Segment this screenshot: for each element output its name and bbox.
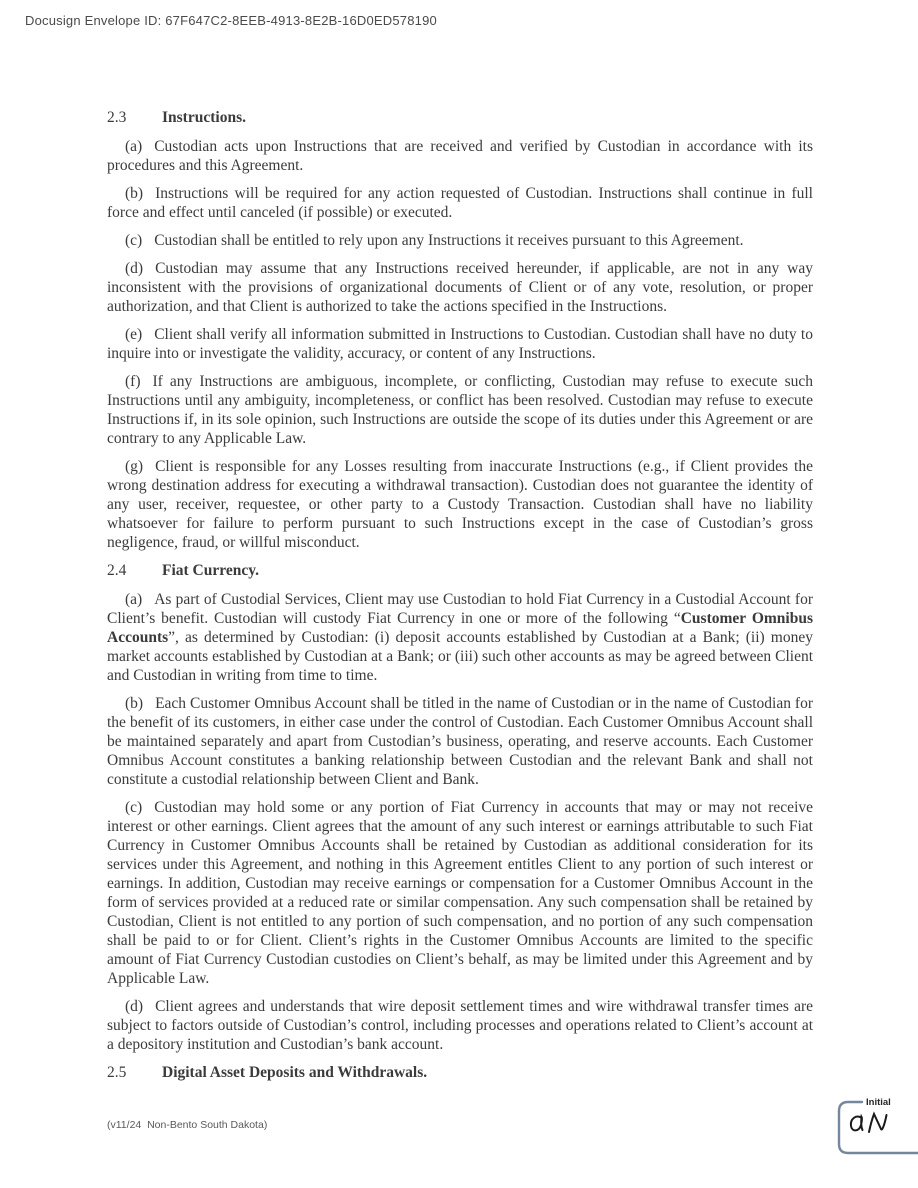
section-heading <box>107 561 813 580</box>
paragraph-label: (b) <box>125 695 144 712</box>
paragraph <box>107 798 813 988</box>
paragraph <box>107 457 813 552</box>
initial-tab-label: Initial <box>866 1097 891 1108</box>
paragraph <box>107 372 813 448</box>
section <box>107 1063 813 1082</box>
paragraph <box>107 137 813 175</box>
paragraph-label: (a) <box>125 138 143 155</box>
paragraph-text: Custodian shall be entitled to rely upon any Instructions it receives pursuant to this Agreement. <box>154 232 744 249</box>
section-number: 2.3 <box>107 109 127 126</box>
section <box>107 108 813 552</box>
paragraph-text: If any Instructions are ambiguous, incomplete, or conflicting, Custodian may refuse to execute such Instructions until any ambiguity, incompleteness, or conflict has been resolved. Custodian may refuse to execute Instructions if, in its sole opinion, such Instructions are outside the scope of its duties under this Agreement or are contrary to any Applicable Law. <box>107 373 813 447</box>
paragraph-text: Client shall verify all information submitted in Instructions to Custodian. Custodian shall have no duty to inquire into or investigate the validity, accuracy, or content of any Instructions. <box>107 326 813 362</box>
section <box>107 561 813 1054</box>
paragraph <box>107 184 813 222</box>
paragraph <box>107 694 813 789</box>
paragraph <box>107 997 813 1054</box>
paragraph-label: (a) <box>125 591 143 608</box>
section-heading <box>107 108 813 127</box>
section-title: Digital Asset Deposits and Withdrawals. <box>162 1064 428 1081</box>
section-paragraphs <box>107 137 813 552</box>
section-title: Fiat Currency. <box>162 562 260 579</box>
paragraph-text: Client agrees and understands that wire deposit settlement times and wire withdrawal transfer times are subject to factors outside of Custodian’s control, including processes and operations related to Client’s account at a depository institution and Custodian’s bank account. <box>107 998 813 1053</box>
docusign-envelope-id: Docusign Envelope ID: 67F647C2-8EEB-4913-8E2B-16D0ED578190 <box>25 13 437 28</box>
paragraph <box>107 259 813 316</box>
paragraph-text: Instructions will be required for any action requested of Custodian. Instructions shall continue in full force and effect until canceled (if possible) or executed. <box>107 185 813 221</box>
paragraph <box>107 231 813 250</box>
paragraph-label: (g) <box>125 458 144 475</box>
section-number: 2.4 <box>107 562 127 579</box>
handwritten-initials <box>846 1108 894 1146</box>
paragraph <box>107 325 813 363</box>
paragraph-label: (b) <box>125 185 144 202</box>
paragraph-text: Custodian may hold some or any portion of Fiat Currency in accounts that may or may not receive interest or other earnings. Client agrees that the amount of any such interest or earnings attributable to such Fiat Currency in Customer Omnibus Accounts shall be retained by Custodian as additional consideration for its services under this Agreement, and nothing in this Agreement entitles Client to any portion of such interest or earnings. In addition, Custodian may receive earnings or compensation for a Customer Omnibus Account in the form of services provided at a reduced rate or similar compensation. Any such compensation shall be retained by Custodian, Client is not entitled to any portion of such compensation, and no portion of any such compensation shall be paid to or for Client. Client’s rights in the Customer Omnibus Accounts are limited to the specific amount of Fiat Currency Custodian custodies on Client’s behalf, as may be limited under this Agreement and by Applicable Law. <box>107 799 813 987</box>
paragraph-label: (d) <box>125 260 144 277</box>
document-body <box>107 108 813 1092</box>
paragraph-label: (f) <box>125 373 141 390</box>
section-number: 2.5 <box>107 1064 127 1081</box>
paragraph <box>107 590 813 685</box>
initial-tab[interactable] <box>834 1094 918 1164</box>
paragraph-text: Client is responsible for any Losses resulting from inaccurate Instructions (e.g., if Client provides the wrong destination address for executing a withdrawal transaction). Custodian does not guarantee the identity of any user, receiver, requestee, or other party to a Custody Transaction. Custodian shall have no liability whatsoever for failure to perform pursuant to such Instructions except in the case of Custodian’s gross negligence, fraud, or willful misconduct. <box>107 458 813 551</box>
paragraph-text: Custodian may assume that any Instructions received hereunder, if applicable, are not in any way inconsistent with the provisions of organizational documents of Client or of any vote, resolution, or proper authorization, and that Client is authorized to take the actions specified in the Instructions. <box>107 260 813 315</box>
paragraph-text: Custodian acts upon Instructions that are received and verified by Custodian in accordance with its procedures and this Agreement. <box>107 138 813 174</box>
paragraph-label: (e) <box>125 326 143 343</box>
section-paragraphs <box>107 590 813 1054</box>
section-heading <box>107 1063 813 1082</box>
page-footer-version: (v11/24 Non-Bento South Dakota) <box>107 1119 268 1131</box>
section-title: Instructions. <box>162 109 246 126</box>
paragraph-text: As part of Custodial Services, Client may use Custodian to hold Fiat Currency in a Custodial Account for Client’s benefit. Custodian will custody Fiat Currency in one or more of the following “Customer Omnibus Accounts”, as determined by Custodian: (i) deposit accounts established by Custodian at a Bank; (ii) money market accounts established by Custodian at a Bank; or (iii) such other accounts as may be agreed between Client and Custodian in writing from time to time. <box>107 591 813 684</box>
paragraph-label: (c) <box>125 232 143 249</box>
paragraph-label: (d) <box>125 998 144 1015</box>
paragraph-text: Each Customer Omnibus Account shall be titled in the name of Custodian or in the name of Custodian for the benefit of its customers, in either case under the control of Custodian. Each Customer Omnibus Account shall be maintained separately and apart from Custodian’s business, operating, and reserve accounts. Each Customer Omnibus Account constitutes a banking relationship between Custodian and the relevant Bank and shall not constitute a custodial relationship between Client and Bank. <box>107 695 813 788</box>
paragraph-label: (c) <box>125 799 143 816</box>
